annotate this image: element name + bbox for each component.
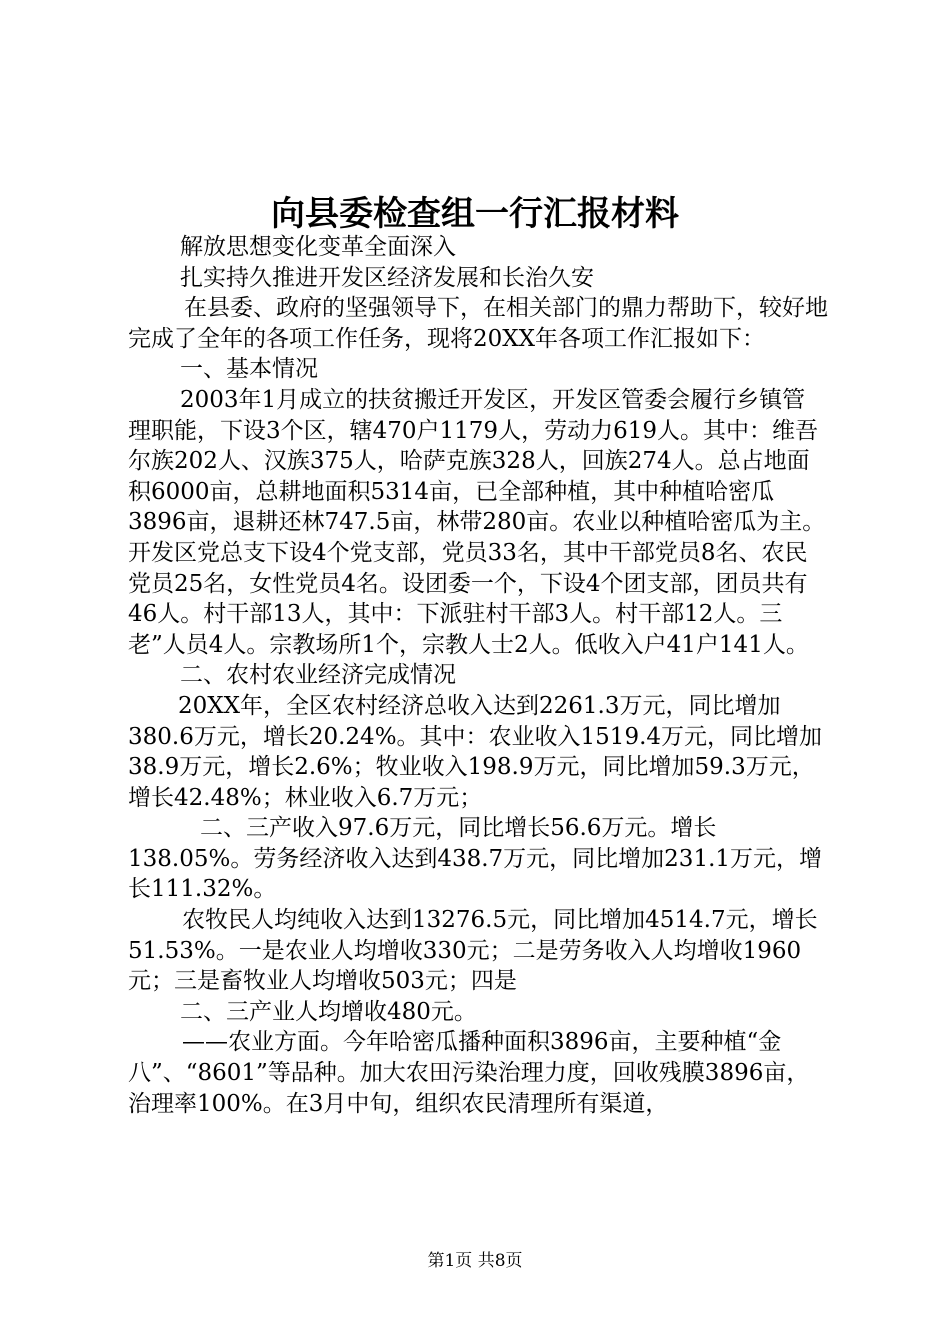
subtitle-line-1: 解放思想变化变革全面深入 xyxy=(180,234,456,260)
paragraph-per-capita: 农牧民人均纯收入达到13276.5元，同比增加4514.7元，增长51.53%。一是农业人均增收330元；二是劳务收入人均增收1960元；三是畜牧业人均增收503元；四是 xyxy=(128,907,818,995)
paragraph-tertiary-per-capita: 二、三产业人均增收480元。 xyxy=(180,998,477,1025)
document-title: 向县委检查组一行汇报材料 xyxy=(271,194,679,234)
page-number: 第1页 共8页 xyxy=(427,1251,523,1271)
paragraph-agriculture: ——农业方面。今年哈密瓜播种面积3896亩，主要种植“金八”、“8601”等品种。加大农田污染治理力度，回收残膜3896亩，治理率100%。在3月中旬，组织农民清理所有渠道， xyxy=(128,1029,810,1117)
document-body xyxy=(128,232,828,1119)
subtitle-line-2: 扎实持久推进开发区经济发展和长治久安 xyxy=(180,264,594,291)
section-heading-basic: 一、基本情况 xyxy=(180,356,318,383)
paragraph-economy-income: 20XX年，全区农村经济总收入达到2261.3万元，同比增加380.6万元，增长20.24%。其中：农业收入1519.4万元，同比增加38.9万元，增长2.6%；牧业收入198.9万元，同比增加59.3万元，增长42.48%；林业收入6.7万元； xyxy=(128,692,823,811)
paragraph-basic-info: 2003年1月成立的扶贫搬迁开发区，开发区管委会履行乡镇管理职能，下设3个区，辖470户1179人，劳动力619人。其中：维吾尔族202人、汉族375人，哈萨克族328人，回族274人。总占地面积6000亩，总耕地面积5314亩，已全部种植，其中种植哈密瓜3896亩，退耕还林747.5亩，林带280亩。农业以种植哈密瓜为主。开发区党总支下设4个党支部，党员33名，其中干部党员8名、农民党员25名，女性党员4名。设团委一个，下设4个团支部，团员共有46人。村干部13人，其中：下派驻村干部3人。村干部12人。三老”人员4人。宗教场所1个，宗教人士2人。低收入户41户141人。 xyxy=(128,386,826,658)
paragraph-tertiary-income: 二、三产收入97.6万元，同比增长56.6万元。增长138.05%。劳务经济收入达到438.7万元，同比增加231.1万元，增长111.32%。 xyxy=(128,815,823,903)
paragraph-intro: 在县委、政府的坚强领导下，在相关部门的鼎力帮助下，较好地完成了全年的各项工作任务，现将20XX年各项工作汇报如下： xyxy=(128,295,828,352)
section-heading-economy: 二、农村农业经济完成情况 xyxy=(180,662,456,689)
